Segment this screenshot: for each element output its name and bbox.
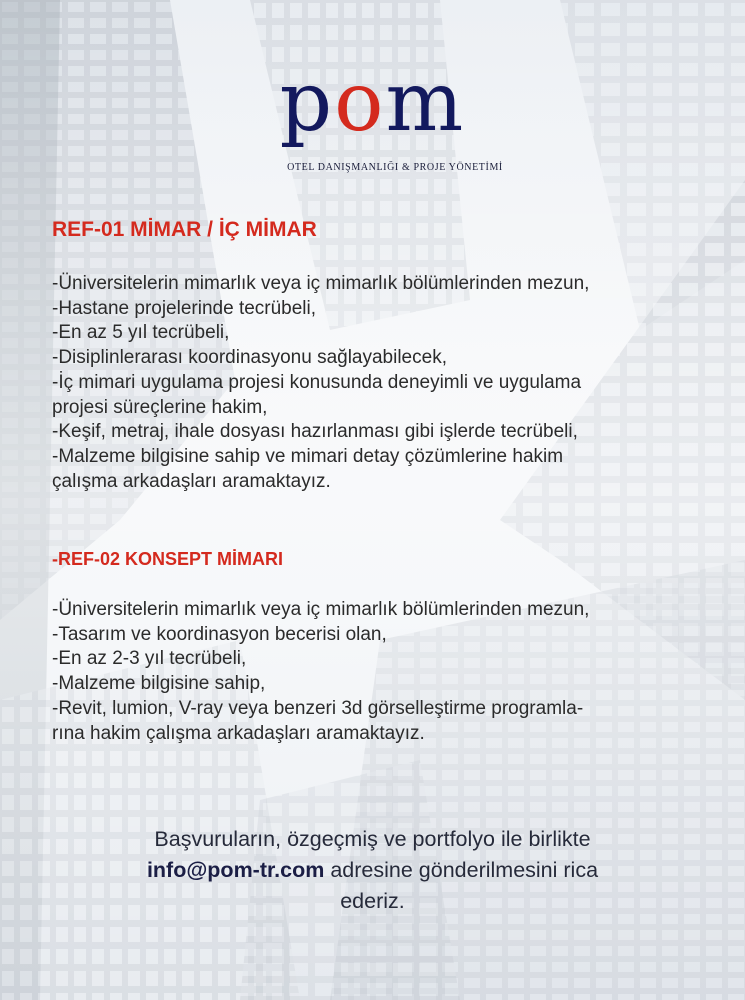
list-item: -En az 2-3 yıl tecrübeli, <box>52 648 247 670</box>
list-item: rına hakim çalışma arkadaşları aramaktayız. <box>52 722 425 744</box>
contact-email-link[interactable]: info@pom-tr.com <box>146 858 325 882</box>
list-item: -Malzeme bilgisine sahip ve mimari detay çözümlerine hakim <box>52 445 564 467</box>
logo-letter-p: p <box>279 55 335 150</box>
list-item: -İç mimari uygulama projesi konusunda deneyimli ve uygulama <box>52 371 582 393</box>
company-logo <box>0 55 745 173</box>
application-instructions <box>70 824 675 917</box>
list-item: -Hastane projelerinde tecrübeli, <box>52 297 317 319</box>
logo-letter-o: o <box>334 55 386 150</box>
list-item: -Revit, lumion, V-ray veya benzeri 3d görselleştirme programla- <box>52 697 584 719</box>
list-item: -En az 5 yıl tecrübeli, <box>52 322 230 344</box>
list-item: -Üniversitelerin mimarlık veya iç mimarlık bölümlerinden mezun, <box>52 599 590 620</box>
ref2-requirements <box>52 598 717 746</box>
list-item: -Tasarım ve koordinasyon becerisi olan, <box>52 623 387 645</box>
footer-line-2 <box>70 855 675 886</box>
list-item: -Keşif, metraj, ihale dosyası hazırlanması gibi işlerde tecrübeli, <box>52 421 578 443</box>
logo-wordmark <box>0 55 745 150</box>
footer-line-3: ederiz. <box>340 889 405 913</box>
list-item: -Malzeme bilgisine sahip, <box>52 673 266 695</box>
logo-letter-m: m <box>385 55 466 150</box>
list-item: -Üniversitelerin mimarlık veya iç mimarlık bölümlerinden mezun, <box>52 273 590 294</box>
ref1-requirements <box>52 272 717 494</box>
ref2-title: -REF-02 KONSEPT MİMARI <box>52 549 284 569</box>
logo-tagline: OTEL DANIŞMANLIĞI & PROJE YÖNETİMİ <box>287 162 503 173</box>
list-item: -Disiplinlerarası koordinasyonu sağlayabilecek, <box>52 347 447 369</box>
footer-line-1: Başvuruların, özgeçmiş ve portfolyo ile birlikte <box>154 827 591 851</box>
ref1-title: REF-01 MİMAR / İÇ MİMAR <box>52 218 317 241</box>
list-item: projesi süreçlerine hakim, <box>52 396 268 418</box>
footer-line-2-rest: adresine gönderilmesini rica <box>324 858 599 882</box>
list-item: çalışma arkadaşları aramaktayız. <box>52 470 331 492</box>
